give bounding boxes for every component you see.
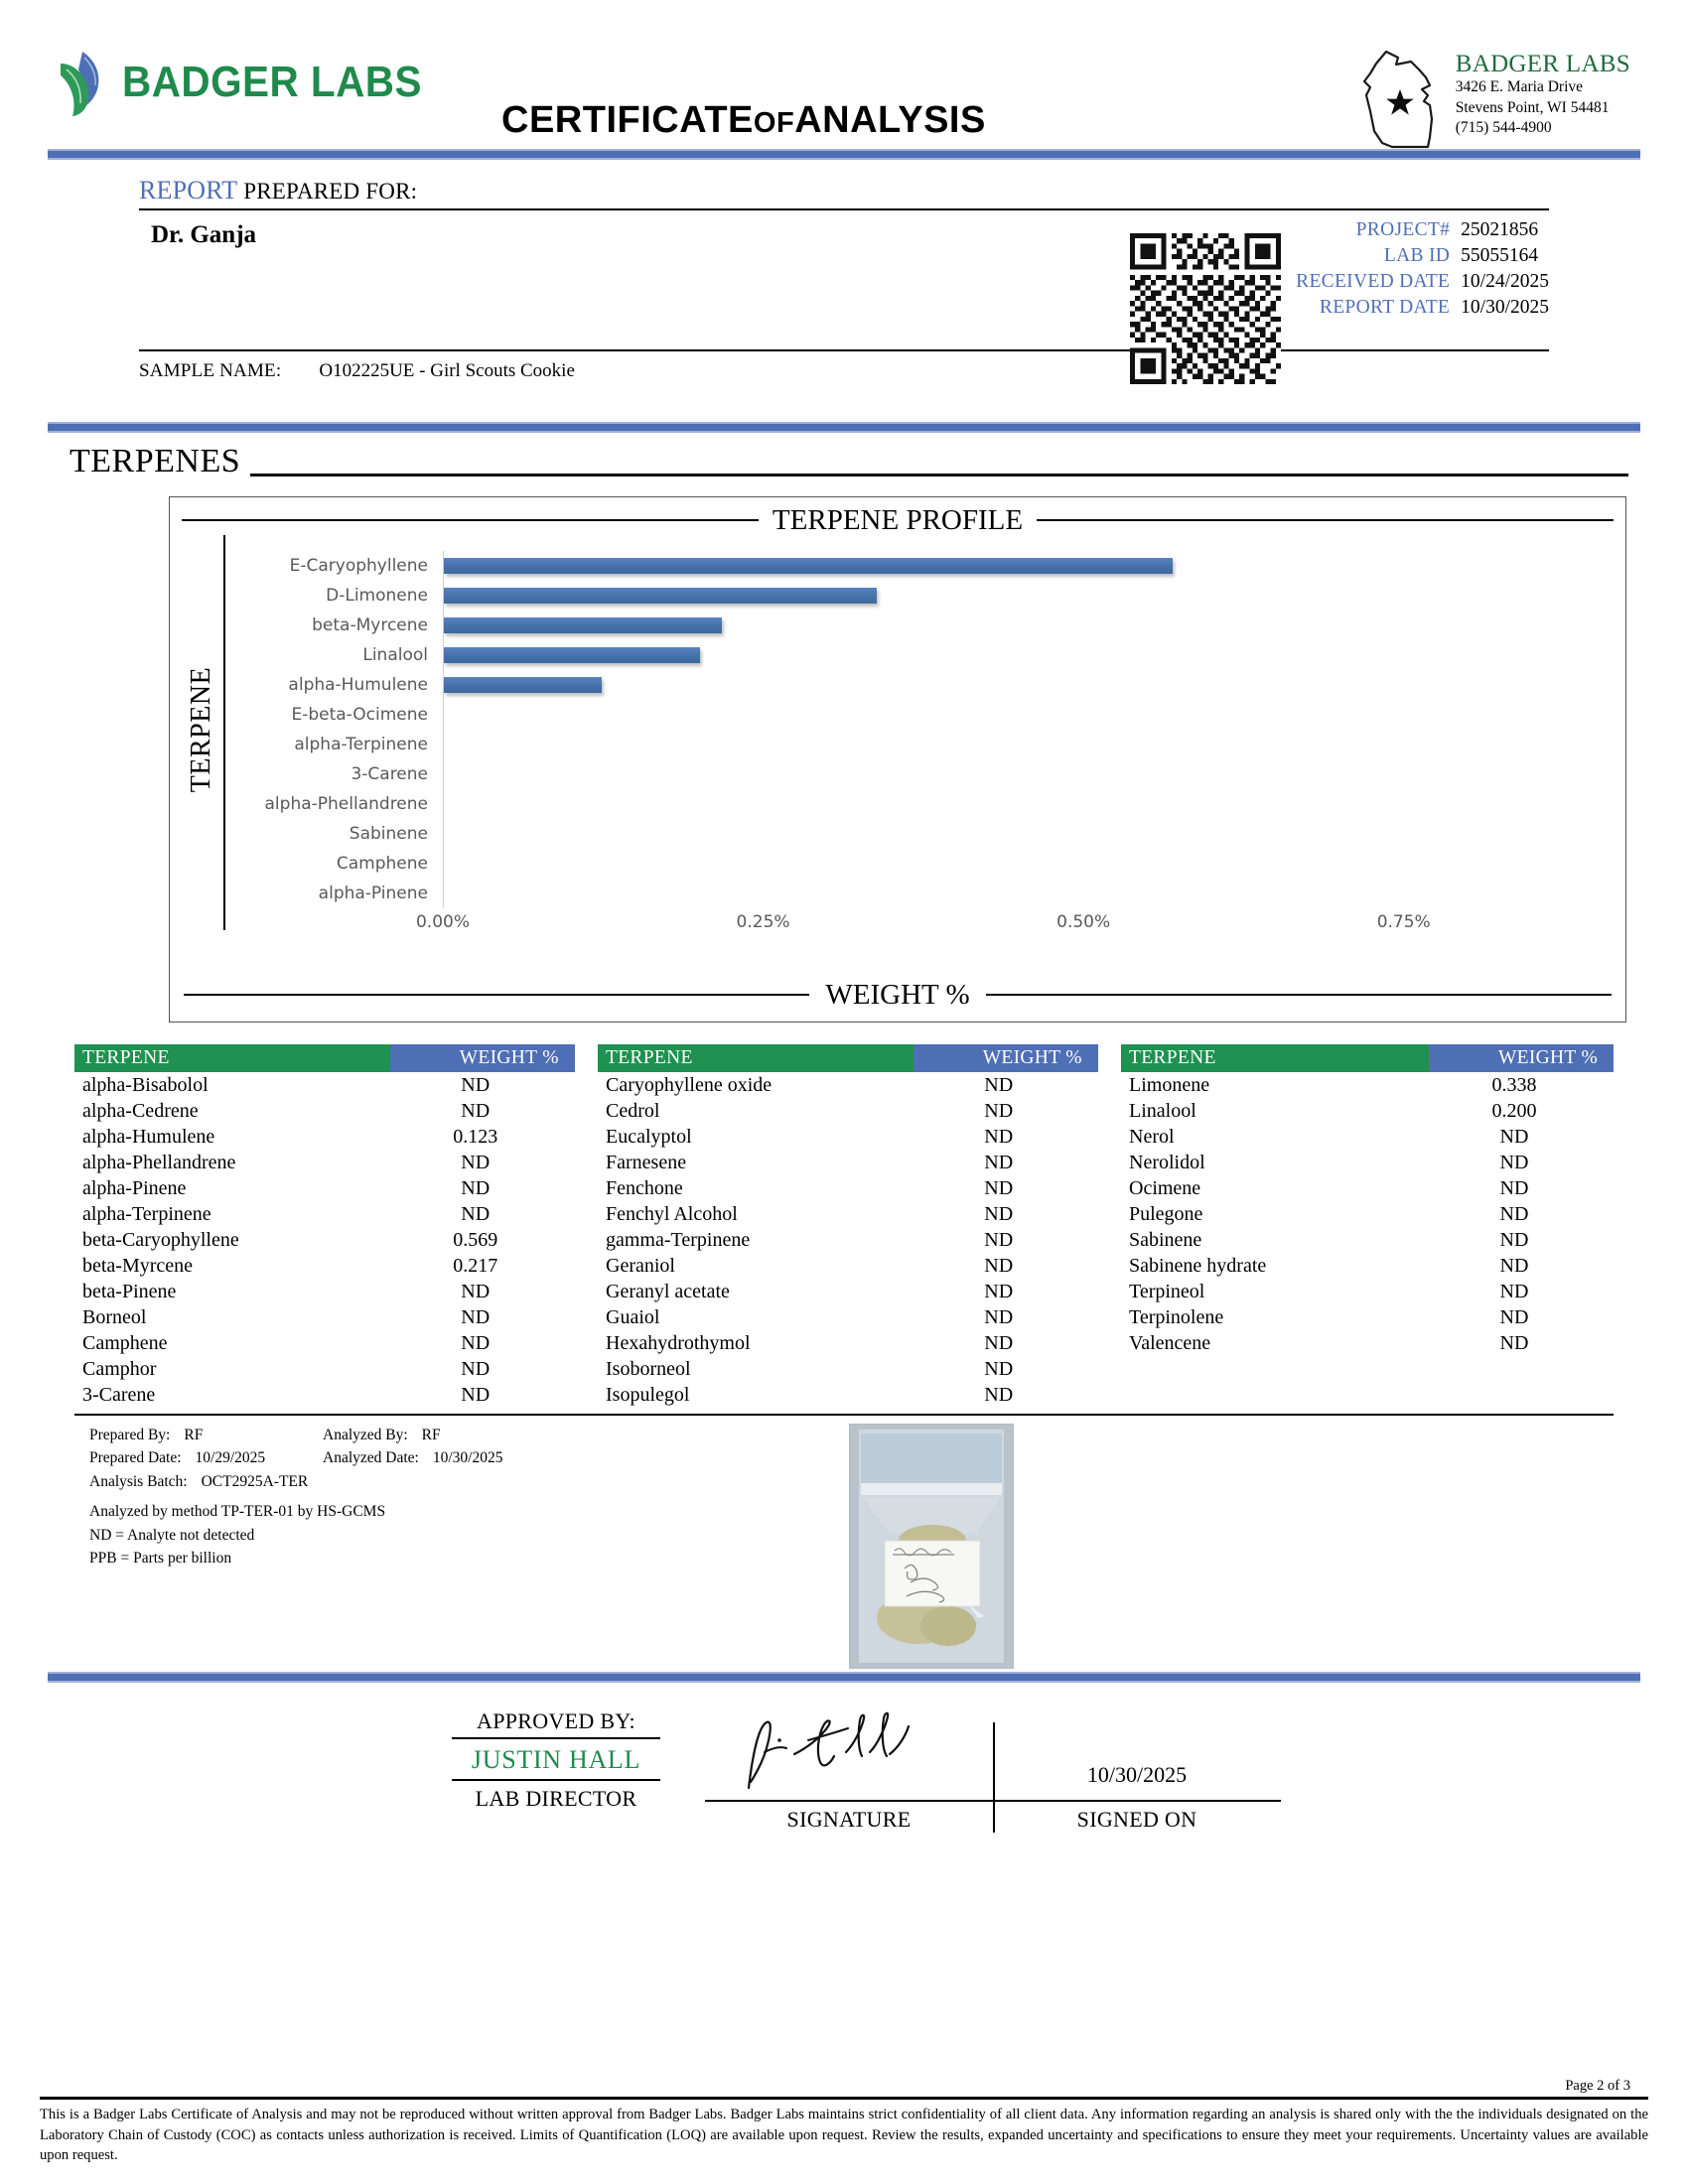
chart-category-label: alpha-Phellandrene [264,794,428,814]
cell-weight-value: 0.200 [1491,1099,1537,1122]
approver-title: LAB DIRECTOR [475,1785,637,1811]
cell-weight-value: ND [1499,1305,1529,1328]
header-weight-1: WEIGHT % [390,1044,575,1072]
cell-spacer [1098,1253,1121,1279]
cell-weight-value: ND [461,1305,491,1328]
lab-phone: (715) 544-4900 [1455,119,1552,137]
cell-weight-value: ND [1499,1331,1529,1354]
notes-and-photo-section [89,1424,1599,1672]
analysis-notes [89,1424,1599,1570]
chart-category-label: alpha-Terpinene [294,735,428,754]
cell-terpene-name: beta-Myrcene [82,1254,194,1277]
approved-by-block [407,1708,705,1812]
chart-bar [444,647,700,663]
chart-x-axis-rule-left [184,994,809,996]
document-title-end: ANALYSIS [794,99,986,141]
chart-title: TERPENE PROFILE [772,503,1024,536]
cell-terpene-name: Geraniol [606,1254,675,1277]
table-row [74,1201,1614,1227]
chart-bar-row [444,819,1564,849]
ppb-note: PPB = Parts per billion [89,1550,232,1568]
lab-address-line2: Stevens Point, WI 54481 [1455,98,1610,116]
brand-name: BADGER LABS [122,58,422,106]
cell-weight-value: ND [984,1125,1014,1148]
cell-spacer [575,1330,598,1356]
cell-terpene-name: Sabinene hydrate [1129,1254,1267,1277]
cell-spacer [1098,1356,1121,1382]
cell-weight-value: ND [461,1331,491,1354]
header-spacer-2 [1098,1044,1121,1072]
approver-name: JUSTIN HALL [452,1739,660,1781]
prepared-date-field [89,1446,323,1470]
sample-name-value: O102225UE - Girl Scouts Cookie [319,360,575,381]
prepared-by-label: Prepared By: [89,1426,171,1443]
page-header [0,0,1688,149]
meta-label-received: RECEIVED DATE [1296,271,1451,292]
nd-note: ND = Analyte not detected [89,1526,255,1544]
lab-address-block [1356,48,1630,151]
cell-weight-value: ND [461,1099,491,1122]
method-note: Analyzed by method TP-TER-01 by HS-GCMS [89,1503,386,1521]
analyzed-date-field [323,1446,621,1470]
cell-weight-value: ND [461,1357,491,1380]
note-row-2 [89,1446,1599,1470]
chart-category-label: Linalool [362,645,428,665]
cell-terpene-name: Nerol [1129,1125,1175,1148]
cell-terpene-name: Cedrol [606,1099,660,1122]
cell-terpene-name: Caryophyllene oxide [606,1073,773,1096]
cell-terpene-name: Linalool [1129,1099,1196,1122]
cell-spacer [1098,1382,1121,1412]
note-row-3 [89,1470,1599,1494]
cell-terpene-name [1121,1356,1429,1382]
chart-x-axis-title: WEIGHT % [825,978,970,1011]
chart-bar-row [444,611,1564,640]
chart-x-tick-label: 0.25% [736,912,790,932]
chart-category-label: Sabinene [349,824,428,844]
wisconsin-map-icon [1356,48,1448,151]
header-spacer-1 [575,1044,598,1072]
cell-weight-value [1429,1382,1614,1412]
header-terpene-2: TERPENE [598,1044,914,1072]
cell-spacer [1098,1124,1121,1150]
analysis-batch-field [89,1470,308,1494]
chart-y-axis-title [182,497,221,962]
meta-row-project [1296,217,1549,243]
cell-weight-value: ND [984,1176,1014,1199]
page-number: Page 2 of 3 [1565,2077,1630,2094]
cell-spacer [575,1304,598,1330]
footer-disclaimer: This is a Badger Labs Certificate of Analysis and may not be reproduced without written approval from Badger Labs. Badger Labs maintains strict confidentiality of all client data. Any information regarding an analysis is shared only with the the individuals designated on the Laboratory Chain of Custody (COC) as contacts unless authorization is received. Limits of Quantification (LOQ) are available upon request. Review the results, expanded uncertainty and specifications to ensure they meet your requirements. Uncertainty values are available upon request. [40,2106,1648,2164]
report-info-section [139,176,1549,349]
chart-plot-area [249,545,1606,962]
table-row [74,1124,1614,1150]
results-table [74,1044,1614,1412]
cell-spacer [575,1124,598,1150]
cell-terpene-name: Borneol [82,1305,147,1328]
cell-spacer [575,1201,598,1227]
cell-terpene-name: Limonene [1129,1073,1210,1096]
cell-weight-value: ND [461,1383,491,1406]
signature-column [705,1708,993,1833]
table-row [74,1253,1614,1279]
chart-x-axis-rule-right [986,994,1612,996]
cell-weight-value: ND [984,1099,1014,1122]
meta-value-reportdate: 10/30/2025 [1461,297,1549,318]
cell-terpene-name: Nerolidol [1129,1151,1205,1173]
cell-spacer [1098,1201,1121,1227]
cell-spacer [575,1382,598,1412]
cell-weight-value: ND [984,1202,1014,1225]
cell-spacer [575,1150,598,1175]
chart-x-axis-title-row [184,974,1612,1016]
chart-title-rule-right [1037,519,1614,521]
lab-address-line1: 3426 E. Maria Drive [1455,78,1584,96]
cell-spacer [575,1227,598,1253]
chart-bar-row [444,581,1564,611]
cell-weight-value: ND [984,1073,1014,1096]
terpene-profile-chart [169,496,1626,1023]
chart-y-axis-bracket [223,535,225,930]
chart-bar-row [444,849,1564,879]
cell-weight-value: ND [1499,1254,1529,1277]
chart-category-label: beta-Myrcene [312,615,428,635]
cell-spacer [1098,1279,1121,1304]
cell-terpene-name: Isoborneol [606,1357,691,1380]
document-title [501,99,986,142]
section-divider-bar [48,422,1640,433]
analyzed-date-label: Analyzed Date: [323,1449,419,1467]
signed-on-date: 10/30/2025 [1086,1761,1188,1787]
cell-terpene-name: Camphor [82,1357,157,1380]
signed-on-column [993,1708,1281,1833]
prepared-by-value: RF [184,1426,204,1443]
prepared-date-label: Prepared Date: [89,1449,182,1467]
terpene-results-table [74,1044,1614,1412]
cell-terpene-name: alpha-Pinene [82,1176,187,1199]
cell-weight-value: ND [1499,1176,1529,1199]
cell-weight-value: ND [984,1280,1014,1302]
table-row [74,1227,1614,1253]
prepared-for-heading [139,176,1549,210]
table-row [74,1098,1614,1124]
cell-terpene-name: alpha-Humulene [82,1125,215,1148]
chart-bar-row [444,640,1564,670]
chart-x-tick-label: 0.75% [1376,912,1431,932]
cell-weight-value: ND [984,1254,1014,1277]
chart-bar-row [444,759,1564,789]
table-row [74,1175,1614,1201]
document-title-of: OF [753,107,795,139]
sample-name-label: SAMPLE NAME: [139,360,282,381]
cell-spacer [1098,1304,1121,1330]
cell-terpene-name: Terpineol [1129,1280,1205,1302]
results-table-bottom-rule [74,1414,1614,1416]
cell-spacer [1098,1175,1121,1201]
sample-photo-image [849,1424,1014,1669]
cell-weight-value: ND [984,1305,1014,1328]
cell-terpene-name: Pulegone [1129,1202,1203,1225]
header-terpene-3: TERPENE [1121,1044,1429,1072]
cell-weight-value: ND [984,1151,1014,1173]
chart-bar [444,558,1173,574]
cell-spacer [1098,1098,1121,1124]
cell-weight-value: ND [1499,1202,1529,1225]
results-table-body [74,1072,1614,1412]
cell-weight-value: ND [984,1357,1014,1380]
meta-value-received: 10/24/2025 [1461,271,1549,292]
cell-weight-value: 0.338 [1491,1073,1537,1096]
cell-weight-value: ND [461,1151,491,1173]
chart-category-label: E-Caryophyllene [289,556,428,576]
chart-category-label: 3-Carene [351,764,428,784]
analyzed-by-field [323,1424,621,1447]
approval-section [0,1708,1688,1833]
cell-terpene-name: Terpinolene [1129,1305,1224,1328]
cell-weight-value: ND [461,1202,491,1225]
cell-spacer [1098,1227,1121,1253]
chart-x-axis-ticks [415,912,1564,938]
cell-terpene-name: Ocimene [1129,1176,1201,1199]
chart-category-label: E-beta-Ocimene [291,705,428,725]
chart-bar-row [444,551,1564,581]
chart-y-axis-label-text: TERPENE [186,666,217,793]
cell-spacer [1098,1330,1121,1356]
analysis-batch-value: OCT2925A-TER [201,1472,309,1490]
analyzed-by-label: Analyzed By: [323,1426,408,1443]
cell-weight-value: 0.569 [453,1228,498,1251]
cell-terpene-name: Hexahydrothymol [606,1331,751,1354]
meta-label-reportdate: REPORT DATE [1319,297,1451,318]
prepared-date-value: 10/29/2025 [195,1449,266,1467]
page-footer [0,2078,1688,2166]
meta-value-labid: 55055164 [1461,245,1539,266]
analysis-batch-label: Analysis Batch: [89,1472,188,1490]
qr-code-icon [1130,233,1281,384]
signed-on-label: SIGNED ON [1076,1806,1197,1832]
report-word: REPORT [139,176,238,205]
chart-category-labels [249,551,436,908]
meta-label-labid: LAB ID [1383,245,1451,266]
cell-terpene-name: alpha-Bisabolol [82,1073,209,1096]
signature-block [705,1708,1281,1833]
header-weight-3: WEIGHT % [1429,1044,1614,1072]
signature-image-wrap [705,1708,993,1800]
cell-weight-value: ND [461,1176,491,1199]
meta-label-project: PROJECT# [1355,219,1451,240]
cell-weight-value: ND [461,1073,491,1096]
chart-title-rule-left [182,519,759,521]
table-row [74,1304,1614,1330]
sample-name-row [139,349,1549,382]
cell-terpene-name: alpha-Phellandrene [82,1151,236,1173]
cell-weight-value [1429,1356,1614,1382]
cell-spacer [575,1356,598,1382]
qr-code[interactable] [1130,233,1281,384]
prepared-by-field [89,1424,323,1447]
cell-terpene-name: 3-Carene [82,1383,156,1406]
cell-terpene-name: Guaiol [606,1305,660,1328]
cell-terpene-name: Fenchone [606,1176,683,1199]
cell-terpene-name: Isopulegol [606,1383,690,1406]
report-meta-table [1296,217,1549,321]
cell-spacer [575,1253,598,1279]
footer-rule [40,2097,1648,2100]
note-row-1 [89,1424,1599,1447]
leaf-logo-icon [55,48,108,117]
prepared-for-text: PREPARED FOR: [237,179,418,204]
chart-category-label: Camphene [336,854,428,874]
table-row [74,1150,1614,1175]
signature-icon [725,1705,973,1796]
header-terpene-1: TERPENE [74,1044,390,1072]
cell-terpene-name: Sabinene [1129,1228,1202,1251]
cell-weight-value: ND [1499,1228,1529,1251]
signed-on-date-wrap [993,1708,1281,1800]
chart-bars-region [443,551,1564,908]
chart-category-label: alpha-Humulene [288,675,428,695]
document-title-main: CERTIFICATE [501,99,754,141]
cell-weight-value: ND [984,1228,1014,1251]
cell-weight-value: ND [461,1280,491,1302]
sample-photo [849,1424,1014,1669]
analyzed-date-value: 10/30/2025 [432,1449,503,1467]
chart-x-tick-label: 0.50% [1056,912,1111,932]
meta-row-reportdate [1296,295,1549,321]
cell-terpene-name: beta-Caryophyllene [82,1228,239,1251]
meta-row-received [1296,269,1549,295]
table-row [74,1382,1614,1412]
results-header-row [74,1044,1614,1072]
table-row [74,1279,1614,1304]
table-row [74,1072,1614,1098]
cell-terpene-name: Camphene [82,1331,168,1354]
cell-terpene-name: alpha-Terpinene [82,1202,211,1225]
brand-logo [55,48,448,117]
footer-divider-bar [48,1672,1640,1683]
analyzed-by-value: RF [421,1426,441,1443]
cell-spacer [575,1175,598,1201]
meta-row-labid [1296,243,1549,269]
chart-category-label: D-Limonene [326,586,428,606]
chart-x-tick-label: 0.00% [415,912,471,932]
cell-weight-value: ND [1499,1151,1529,1173]
cell-terpene-name: alpha-Cedrene [82,1099,199,1122]
cell-spacer [575,1098,598,1124]
chart-bar [444,617,722,633]
client-name: Dr. Ganja [151,221,257,248]
cell-weight-value: 0.217 [453,1254,498,1277]
section-title-rule [250,474,1628,477]
chart-bar [444,588,877,604]
cell-terpene-name: beta-Pinene [82,1280,177,1302]
chart-title-row [170,497,1625,543]
cell-terpene-name: Fenchyl Alcohol [606,1202,738,1225]
cell-terpene-name [1121,1382,1429,1412]
header-weight-2: WEIGHT % [914,1044,1098,1072]
cell-terpene-name: Valencene [1129,1331,1211,1354]
chart-bar-row [444,700,1564,730]
approved-by-label: APPROVED BY: [452,1708,660,1739]
cell-weight-value: 0.123 [453,1125,498,1148]
terpenes-section-heading [60,433,1628,482]
cell-spacer [1098,1150,1121,1175]
chart-bar-rows [444,551,1564,908]
section-title: TERPENES [70,443,241,479]
signature-label: SIGNATURE [786,1806,912,1832]
chart-bar-row [444,789,1564,819]
chart-category-label: alpha-Pinene [318,884,428,903]
chart-bar-row [444,730,1564,759]
cell-terpene-name: Eucalyptol [606,1125,692,1148]
chart-bar-row [444,879,1564,908]
cell-spacer [575,1072,598,1098]
cell-weight-value: ND [984,1331,1014,1354]
meta-value-project: 25021856 [1461,219,1539,240]
cell-weight-value: ND [1499,1125,1529,1148]
table-row [74,1330,1614,1356]
lab-name: BADGER LABS [1455,51,1630,77]
cell-terpene-name: Geranyl acetate [606,1280,730,1302]
cell-weight-value: ND [984,1383,1014,1406]
chart-bar [444,677,602,693]
table-row [74,1356,1614,1382]
cell-spacer [575,1279,598,1304]
cell-weight-value: ND [1499,1280,1529,1302]
cell-terpene-name: gamma-Terpinene [606,1228,751,1251]
cell-terpene-name: Farnesene [606,1151,687,1173]
cell-spacer [1098,1072,1121,1098]
chart-bar-row [444,670,1564,700]
